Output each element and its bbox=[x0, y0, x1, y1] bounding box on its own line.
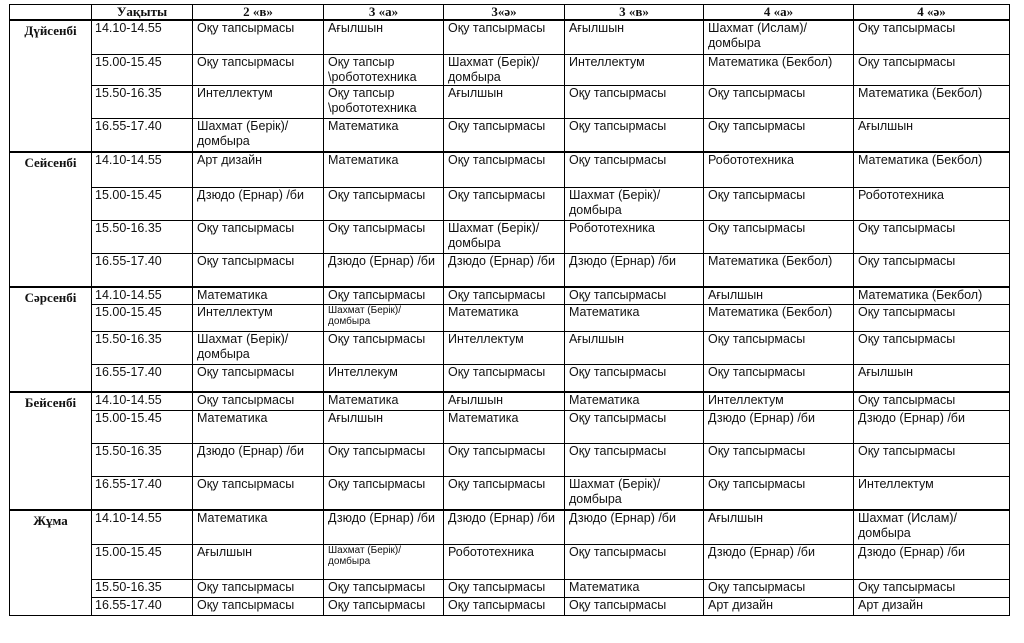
lesson-cell: Оқу тапсырмасы bbox=[444, 152, 565, 188]
lesson-cell: Шахмат (Ислам)/ домбыра bbox=[704, 20, 854, 55]
lesson-cell: Математика bbox=[324, 152, 444, 188]
table-row bbox=[10, 411, 1010, 444]
table-row bbox=[10, 221, 1010, 254]
lesson-cell: Оқу тапсырмасы bbox=[324, 287, 444, 305]
time-cell: 14.10-14.55 bbox=[92, 287, 193, 305]
lesson-cell: Оқу тапсырмасы bbox=[565, 152, 704, 188]
lesson-cell: Оқу тапсыр \робототехника bbox=[324, 55, 444, 86]
time-cell: 14.10-14.55 bbox=[92, 510, 193, 545]
lesson-cell: Робототехника bbox=[854, 188, 1010, 221]
lesson-cell: Оқу тапсырмасы bbox=[854, 305, 1010, 332]
lesson-cell: Оқу тапсырмасы bbox=[324, 580, 444, 598]
lesson-cell: Дзюдо (Ернар) /би bbox=[193, 444, 324, 477]
lesson-cell: Интеллектум bbox=[444, 332, 565, 365]
table-row bbox=[10, 598, 1010, 616]
lesson-cell: Математика (Бекбол) bbox=[704, 55, 854, 86]
lesson-cell: Оқу тапсырмасы bbox=[704, 332, 854, 365]
lesson-cell: Оқу тапсырмасы bbox=[704, 86, 854, 119]
schedule-sheet bbox=[9, 4, 1010, 616]
lesson-cell: Оқу тапсырмасы bbox=[444, 20, 565, 55]
table-header bbox=[10, 5, 1010, 21]
lesson-cell: Шахмат (Ислам)/ домбыра bbox=[854, 510, 1010, 545]
lesson-cell: Дзюдо (Ернар) /би bbox=[444, 254, 565, 288]
table-row bbox=[10, 86, 1010, 119]
lesson-cell: Дзюдо (Ернар) /би bbox=[324, 510, 444, 545]
header-cell-3a: 3 «а» bbox=[324, 5, 444, 21]
day-cell: Сәрсенбі bbox=[10, 287, 92, 392]
lesson-cell: Шахмат (Берік)/ домбыра bbox=[324, 305, 444, 332]
time-cell: 16.55-17.40 bbox=[92, 477, 193, 511]
lesson-cell: Шахмат (Берік)/ домбыра bbox=[444, 55, 565, 86]
time-cell: 14.10-14.55 bbox=[92, 20, 193, 55]
lesson-cell: Шахмат (Берік)/ домбыра bbox=[324, 545, 444, 580]
time-cell: 14.10-14.55 bbox=[92, 152, 193, 188]
lesson-cell: Дзюдо (Ернар) /би bbox=[704, 545, 854, 580]
lesson-cell: Оқу тапсыр \робототехника bbox=[324, 86, 444, 119]
lesson-cell: Оқу тапсырмасы bbox=[193, 598, 324, 616]
table-body bbox=[10, 20, 1010, 616]
time-cell: 15.50-16.35 bbox=[92, 332, 193, 365]
lesson-cell: Оқу тапсырмасы bbox=[193, 580, 324, 598]
lesson-cell: Ағылшын bbox=[854, 119, 1010, 153]
lesson-cell: Робототехника bbox=[565, 221, 704, 254]
table-row bbox=[10, 477, 1010, 511]
schedule-table bbox=[9, 4, 1010, 616]
table-row bbox=[10, 510, 1010, 545]
lesson-cell: Оқу тапсырмасы bbox=[854, 444, 1010, 477]
lesson-cell: Оқу тапсырмасы bbox=[704, 119, 854, 153]
lesson-cell: Интеллекум bbox=[324, 365, 444, 393]
lesson-cell: Ағылшын bbox=[444, 86, 565, 119]
time-cell: 16.55-17.40 bbox=[92, 119, 193, 153]
lesson-cell: Оқу тапсырмасы bbox=[324, 598, 444, 616]
time-cell: 15.00-15.45 bbox=[92, 188, 193, 221]
lesson-cell: Оқу тапсырмасы bbox=[565, 86, 704, 119]
lesson-cell: Математика (Бекбол) bbox=[854, 86, 1010, 119]
lesson-cell: Оқу тапсырмасы bbox=[565, 365, 704, 393]
lesson-cell: Оқу тапсырмасы bbox=[704, 221, 854, 254]
lesson-cell: Математика bbox=[444, 411, 565, 444]
lesson-cell: Оқу тапсырмасы bbox=[193, 392, 324, 411]
lesson-cell: Оқу тапсырмасы bbox=[444, 598, 565, 616]
lesson-cell: Интеллектум bbox=[193, 305, 324, 332]
header-row bbox=[10, 5, 1010, 21]
lesson-cell: Ағылшын bbox=[324, 20, 444, 55]
lesson-cell: Оқу тапсырмасы bbox=[193, 221, 324, 254]
lesson-cell: Оқу тапсырмасы bbox=[193, 20, 324, 55]
lesson-cell: Ағылшын bbox=[854, 365, 1010, 393]
lesson-cell: Оқу тапсырмасы bbox=[565, 545, 704, 580]
lesson-cell: Оқу тапсырмасы bbox=[854, 580, 1010, 598]
lesson-cell: Математика bbox=[193, 411, 324, 444]
lesson-cell: Шахмат (Берік)/ домбыра bbox=[193, 332, 324, 365]
lesson-cell: Оқу тапсырмасы bbox=[704, 477, 854, 511]
header-cell-4ae: 4 «ә» bbox=[854, 5, 1010, 21]
lesson-cell: Оқу тапсырмасы bbox=[854, 221, 1010, 254]
table-row bbox=[10, 444, 1010, 477]
time-cell: 15.50-16.35 bbox=[92, 444, 193, 477]
time-cell: 15.00-15.45 bbox=[92, 545, 193, 580]
lesson-cell: Оқу тапсырмасы bbox=[704, 444, 854, 477]
lesson-cell: Оқу тапсырмасы bbox=[324, 477, 444, 511]
table-row bbox=[10, 365, 1010, 393]
table-row bbox=[10, 287, 1010, 305]
lesson-cell: Оқу тапсырмасы bbox=[565, 598, 704, 616]
table-row bbox=[10, 188, 1010, 221]
time-cell: 15.50-16.35 bbox=[92, 580, 193, 598]
table-row bbox=[10, 254, 1010, 288]
lesson-cell: Оқу тапсырмасы bbox=[444, 444, 565, 477]
time-cell: 14.10-14.55 bbox=[92, 392, 193, 411]
lesson-cell: Интеллектум bbox=[854, 477, 1010, 511]
lesson-cell: Оқу тапсырмасы bbox=[854, 332, 1010, 365]
lesson-cell: Дзюдо (Ернар) /би bbox=[854, 411, 1010, 444]
table-row bbox=[10, 332, 1010, 365]
lesson-cell: Шахмат (Берік)/ домбыра bbox=[193, 119, 324, 153]
time-cell: 15.00-15.45 bbox=[92, 411, 193, 444]
table-row bbox=[10, 305, 1010, 332]
lesson-cell: Оқу тапсырмасы bbox=[193, 365, 324, 393]
lesson-cell: Оқу тапсырмасы bbox=[324, 188, 444, 221]
time-cell: 16.55-17.40 bbox=[92, 598, 193, 616]
lesson-cell: Дзюдо (Ернар) /би bbox=[854, 545, 1010, 580]
lesson-cell: Оқу тапсырмасы bbox=[704, 365, 854, 393]
lesson-cell: Интеллектум bbox=[565, 55, 704, 86]
lesson-cell: Ағылшын bbox=[193, 545, 324, 580]
day-cell: Бейсенбі bbox=[10, 392, 92, 510]
lesson-cell: Интеллектум bbox=[193, 86, 324, 119]
lesson-cell: Оқу тапсырмасы bbox=[854, 55, 1010, 86]
lesson-cell: Интеллектум bbox=[704, 392, 854, 411]
header-cell-day bbox=[10, 5, 92, 21]
lesson-cell: Оқу тапсырмасы bbox=[704, 580, 854, 598]
lesson-cell: Робототехника bbox=[444, 545, 565, 580]
lesson-cell: Оқу тапсырмасы bbox=[444, 580, 565, 598]
table-row bbox=[10, 55, 1010, 86]
lesson-cell: Арт дизайн bbox=[854, 598, 1010, 616]
lesson-cell: Оқу тапсырмасы bbox=[324, 332, 444, 365]
header-cell-4a: 4 «а» bbox=[704, 5, 854, 21]
lesson-cell: Математика (Бекбол) bbox=[704, 305, 854, 332]
time-cell: 16.55-17.40 bbox=[92, 254, 193, 288]
lesson-cell: Оқу тапсырмасы bbox=[565, 411, 704, 444]
lesson-cell: Дзюдо (Ернар) /би bbox=[565, 510, 704, 545]
lesson-cell: Ағылшын bbox=[444, 392, 565, 411]
header-cell-time: Уақыты bbox=[92, 5, 193, 21]
lesson-cell: Шахмат (Берік)/ домбыра bbox=[444, 221, 565, 254]
table-row bbox=[10, 545, 1010, 580]
lesson-cell: Шахмат (Берік)/ домбыра bbox=[565, 477, 704, 511]
lesson-cell: Математика bbox=[324, 392, 444, 411]
lesson-cell: Шахмат (Берік)/ домбыра bbox=[565, 188, 704, 221]
lesson-cell: Математика bbox=[565, 392, 704, 411]
time-cell: 16.55-17.40 bbox=[92, 365, 193, 393]
lesson-cell: Оқу тапсырмасы bbox=[444, 119, 565, 153]
lesson-cell: Математика bbox=[565, 580, 704, 598]
time-cell: 15.00-15.45 bbox=[92, 55, 193, 86]
lesson-cell: Оқу тапсырмасы bbox=[854, 20, 1010, 55]
table-row bbox=[10, 580, 1010, 598]
lesson-cell: Оқу тапсырмасы bbox=[565, 444, 704, 477]
lesson-cell: Оқу тапсырмасы bbox=[854, 392, 1010, 411]
lesson-cell: Математика bbox=[193, 287, 324, 305]
lesson-cell: Математика (Бекбол) bbox=[854, 287, 1010, 305]
lesson-cell: Ағылшын bbox=[324, 411, 444, 444]
lesson-cell: Дзюдо (Ернар) /би bbox=[324, 254, 444, 288]
lesson-cell: Математика (Бекбол) bbox=[704, 254, 854, 288]
lesson-cell: Оқу тапсырмасы bbox=[565, 287, 704, 305]
header-cell-3v: 3 «в» bbox=[565, 5, 704, 21]
time-cell: 15.00-15.45 bbox=[92, 305, 193, 332]
table-row bbox=[10, 152, 1010, 188]
lesson-cell: Дзюдо (Ернар) /би bbox=[704, 411, 854, 444]
lesson-cell: Дзюдо (Ернар) /би bbox=[565, 254, 704, 288]
lesson-cell: Оқу тапсырмасы bbox=[193, 477, 324, 511]
lesson-cell: Ағылшын bbox=[704, 287, 854, 305]
lesson-cell: Оқу тапсырмасы bbox=[704, 188, 854, 221]
table-row bbox=[10, 20, 1010, 55]
time-cell: 15.50-16.35 bbox=[92, 221, 193, 254]
day-cell: Жұма bbox=[10, 510, 92, 616]
lesson-cell: Оқу тапсырмасы bbox=[324, 444, 444, 477]
lesson-cell: Дзюдо (Ернар) /би bbox=[444, 510, 565, 545]
lesson-cell: Дзюдо (Ернар) /би bbox=[193, 188, 324, 221]
lesson-cell: Оқу тапсырмасы bbox=[565, 119, 704, 153]
header-cell-3ae: 3«ә» bbox=[444, 5, 565, 21]
lesson-cell: Робототехника bbox=[704, 152, 854, 188]
lesson-cell: Ағылшын bbox=[565, 332, 704, 365]
lesson-cell: Ағылшын bbox=[704, 510, 854, 545]
table-row bbox=[10, 392, 1010, 411]
lesson-cell: Оқу тапсырмасы bbox=[444, 188, 565, 221]
table-row bbox=[10, 119, 1010, 153]
lesson-cell: Математика bbox=[565, 305, 704, 332]
day-cell: Дүйсенбі bbox=[10, 20, 92, 152]
lesson-cell: Математика (Бекбол) bbox=[854, 152, 1010, 188]
time-cell: 15.50-16.35 bbox=[92, 86, 193, 119]
lesson-cell: Оқу тапсырмасы bbox=[854, 254, 1010, 288]
lesson-cell: Арт дизайн bbox=[704, 598, 854, 616]
lesson-cell: Оқу тапсырмасы bbox=[193, 55, 324, 86]
lesson-cell: Математика bbox=[193, 510, 324, 545]
lesson-cell: Ағылшын bbox=[565, 20, 704, 55]
lesson-cell: Оқу тапсырмасы bbox=[444, 287, 565, 305]
lesson-cell: Оқу тапсырмасы bbox=[193, 254, 324, 288]
lesson-cell: Математика bbox=[324, 119, 444, 153]
lesson-cell: Оқу тапсырмасы bbox=[444, 477, 565, 511]
day-cell: Сейсенбі bbox=[10, 152, 92, 287]
lesson-cell: Оқу тапсырмасы bbox=[324, 221, 444, 254]
lesson-cell: Оқу тапсырмасы bbox=[444, 365, 565, 393]
header-cell-2v: 2 «в» bbox=[193, 5, 324, 21]
lesson-cell: Математика bbox=[444, 305, 565, 332]
lesson-cell: Арт дизайн bbox=[193, 152, 324, 188]
